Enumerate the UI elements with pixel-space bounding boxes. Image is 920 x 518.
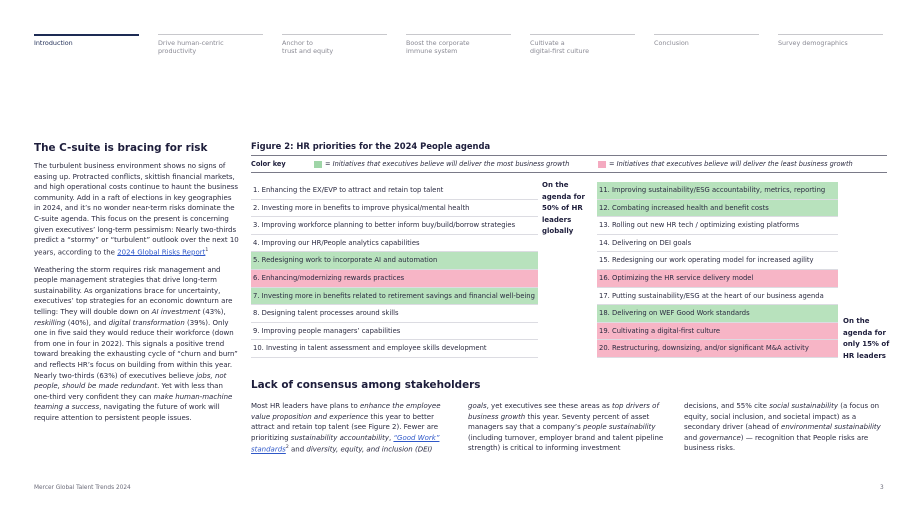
color-key-pink-text: = Initiatives that executives believe will deliver the least business growth xyxy=(609,160,853,168)
priority-row: 7. Investing more in benefits related to retirement savings and financial well-being xyxy=(251,288,538,306)
color-key-label: Color key xyxy=(251,160,286,168)
nav-tab-survey-demographics[interactable]: Survey demographics xyxy=(778,34,883,58)
priority-row: 16. Optimizing the HR service delivery model xyxy=(597,270,838,288)
paragraph-text: , xyxy=(388,433,394,442)
color-key-green-text: = Initiatives that executives believe will deliver the most business growth xyxy=(325,160,570,168)
figure-title: Figure 2: HR priorities for the 2024 People agenda xyxy=(251,141,491,151)
priority-row: 19. Cultivating a digital-first culture xyxy=(597,323,838,341)
footnote-ref[interactable]: 2 xyxy=(285,445,289,451)
paragraph-text: (40%), and xyxy=(65,318,109,327)
paragraph-text: Weathering the storm requires risk management and people management strategies that drive long-term sustainability. As organizations brace for uncertainty, executives’ top strategies for an economic downturn are telling: They will double down on xyxy=(34,265,233,317)
priority-row: 9. Improving people managers’ capabilities xyxy=(251,323,538,341)
priority-row: 5. Redesigning work to incorporate AI and automation xyxy=(251,252,538,270)
emphasis-text: enhance the employee value proposition and experience xyxy=(251,402,441,421)
priority-row: 17. Putting sustainability/ESG at the heart of our business agenda xyxy=(597,288,838,306)
emphasis-text: sustainability accountability xyxy=(290,433,389,442)
priority-list-right xyxy=(597,182,838,358)
priority-list-left xyxy=(251,182,538,358)
good-work-standards-link[interactable]: “Good Work” standards xyxy=(251,433,440,454)
green-swatch xyxy=(314,161,322,168)
priority-row: 13. Rolling out new HR tech / optimizing existing platforms xyxy=(597,217,838,235)
paragraph-text: ) — recognition that People risks are business risks. xyxy=(684,433,869,453)
body-column-2 xyxy=(468,401,666,454)
paragraph-text: this year to better attract and retain top talent (see Figure 2). Fewer are prioritizing xyxy=(251,412,439,442)
footnote-ref[interactable]: 1 xyxy=(205,247,209,253)
nav-tab-immune-system[interactable]: Boost the corporate immune system xyxy=(406,34,511,58)
paragraph-text: this year. Seventy percent of asset managers say that a company’s xyxy=(468,412,650,432)
emphasis-text: diversity, equity, and inclusion (DEI) xyxy=(306,445,433,454)
color-key xyxy=(251,155,887,173)
paragraph-text: . Yet with less than one-third very confident they can xyxy=(34,382,223,401)
page-number: 3 xyxy=(880,485,884,491)
emphasis-text: reskilling xyxy=(34,318,66,327)
paragraph-text: Most HR leaders have plans to xyxy=(251,402,360,410)
priority-row: 4. Improving our HR/People analytics capabilities xyxy=(251,235,538,253)
emphasis-text: jobs, not people, should be made redundant xyxy=(34,371,227,391)
priority-row: 1. Enhancing the EX/EVP to attract and retain top talent xyxy=(251,182,538,200)
priority-row: 15. Redesigning our work operating model for increased agility xyxy=(597,252,838,270)
paragraph-text: (43%), xyxy=(200,308,226,317)
intro-column xyxy=(34,142,239,431)
section-heading: The C-suite is bracing for risk xyxy=(34,142,208,154)
paragraph-text: (39%). Only one in five said they would reduce their workforce (down from one in four in 2022). This signals a positive trend toward breaking the exhausting cycle of “churn and burn” and reflects HR’s focus on building from within this year. Nearly two-thirds (63%) of executives believe xyxy=(34,318,238,380)
nav-tab-productivity[interactable]: Drive human-centric productivity xyxy=(158,34,263,58)
priority-row: 18. Delivering on WEF Good Work standards xyxy=(597,305,838,323)
intro-paragraph-1 xyxy=(34,161,239,258)
priority-row: 2. Investing more in benefits to improve physical/mental health xyxy=(251,200,538,218)
priority-row: 3. Improving workforce planning to better inform buy/build/borrow strategies xyxy=(251,217,538,235)
body-column-1 xyxy=(251,401,449,455)
paragraph-text: and xyxy=(288,445,307,454)
paragraph-text: and xyxy=(684,433,700,442)
emphasis-text: people sustainability xyxy=(582,423,656,432)
paragraph-text: , yet executives see these areas as xyxy=(486,402,612,410)
priority-row: 14. Delivering on DEI goals xyxy=(597,235,838,253)
footer-title: Mercer Global Talent Trends 2024 xyxy=(34,485,131,491)
body-column-3 xyxy=(684,401,886,454)
emphasis-text: top drivers of business growth xyxy=(468,402,659,421)
color-key-green-entry xyxy=(314,160,598,168)
agenda-note-top: On the agenda for 50% of HR leaders globally xyxy=(542,181,585,235)
pink-swatch xyxy=(598,161,606,168)
paragraph-text: , navigating the future of work will require attention to persistent people issues. xyxy=(34,403,220,422)
global-risks-report-link[interactable]: 2024 Global Risks Report xyxy=(117,248,206,257)
priority-row: 10. Investing in talent assessment and employee skills development xyxy=(251,340,538,358)
paragraph-text: The turbulent business environment shows no signs of easing up. Protracted conflicts, skittish financial markets, and high operational costs continue to haunt the business community. Add in a raft of elections in key geographies in 2024, and it’s no wonder near-term risks dominate the C-suite agenda. This focus on the present is concerning given executives’ long-term pessimism: Nearly two-thirds predict a “stormy” or “turbulent” outlook over the next 10 years, according to the xyxy=(34,162,239,257)
priority-row: 12. Combating increased health and benefit costs xyxy=(597,200,838,218)
consensus-heading: Lack of consensus among stakeholders xyxy=(251,379,481,391)
paragraph-text: (a focus on equity, social inclusion, and societal impact) as a secondary driver (ahead of xyxy=(684,402,880,432)
emphasis-text: AI investment xyxy=(151,308,201,317)
priority-row: 6. Enhancing/modernizing rewards practices xyxy=(251,270,538,288)
intro-paragraph-2 xyxy=(34,265,239,424)
emphasis-text: digital transformation xyxy=(108,318,185,327)
emphasis-text: goals xyxy=(468,402,487,410)
emphasis-text: social sustainability xyxy=(769,402,838,410)
paragraph-text: decisions, and 55% cite xyxy=(684,402,770,410)
emphasis-text: governance xyxy=(699,433,741,442)
emphasis-text: make human-machine teaming a success xyxy=(34,392,233,412)
priority-row: 20. Restructuring, downsizing, and/or significant M&A activity xyxy=(597,340,838,358)
priority-row: 11. Improving sustainability/ESG accountability, metrics, reporting xyxy=(597,182,838,200)
priority-row: 8. Designing talent processes around skills xyxy=(251,305,538,323)
agenda-note-bottom: On the agenda for only 15% of HR leaders xyxy=(843,317,890,360)
nav-tab-conclusion[interactable]: Conclusion xyxy=(654,34,759,58)
section-nav xyxy=(34,34,886,58)
paragraph-text: (including turnover, employer brand and talent pipeline strength) is critical to informing investment xyxy=(468,433,664,453)
color-key-pink-entry xyxy=(598,160,853,168)
nav-tab-digital-culture[interactable]: Cultivate a digital-first culture xyxy=(530,34,635,58)
nav-tab-trust-equity[interactable]: Anchor to trust and equity xyxy=(282,34,387,58)
emphasis-text: environmental sustainability xyxy=(781,423,881,432)
nav-tab-introduction[interactable]: Introduction xyxy=(34,34,139,58)
